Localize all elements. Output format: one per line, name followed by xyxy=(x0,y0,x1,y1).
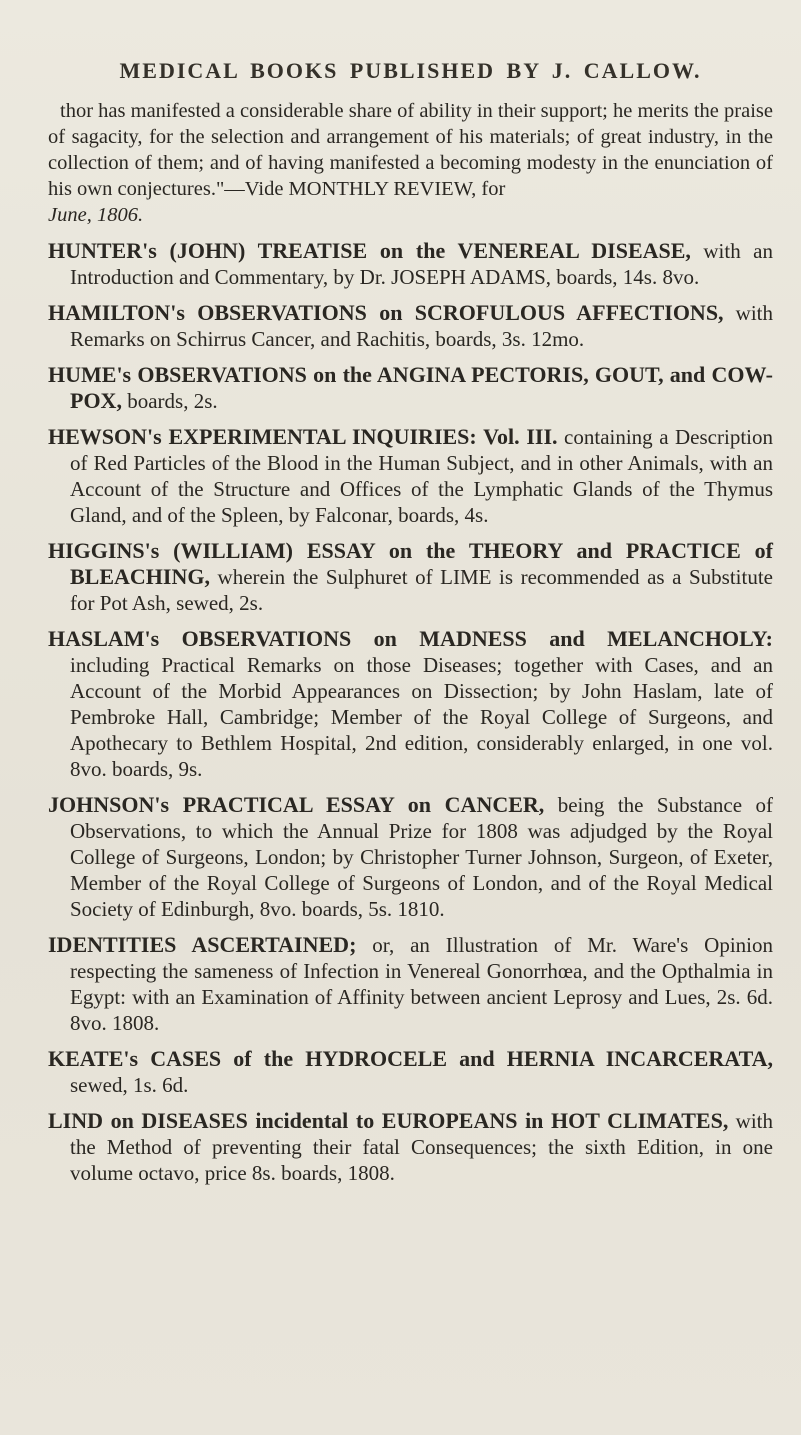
book-entry-hume xyxy=(48,362,773,414)
book-title: IDENTITIES ASCERTAINED; xyxy=(48,932,357,957)
book-details: with the Method of preventing their fatal Consequences; the sixth Edition, in one volume octavo, price 8s. boards, 1808. xyxy=(70,1109,773,1185)
book-details: including Practical Remarks on those Diseases; together with Cases, and an Account of the Morbid Appearances on Dissection; by John Haslam, late of Pembroke Hall, Cambridge; Member of the Royal College of Surgeons, and Apothecary to Bethlem Hospital, 2nd edition, considerably enlarged, in one vol. 8vo. boards, 9s. xyxy=(70,653,773,781)
book-title: HUME's OBSERVATIONS on the ANGINA PECTORIS, GOUT, and COW-POX, xyxy=(48,362,773,413)
book-entry-higgins xyxy=(48,538,773,616)
page-header: MEDICAL BOOKS PUBLISHED BY J. CALLOW. xyxy=(119,58,702,83)
intro-text: thor has manifested a considerable share of ability in their support; he merits the praise of sagacity, for the selection and arrangement of his materials; of great industry, in the collection of them; and of having manifested a becoming modesty in the enunciation of his own conjectures."—Vide MONTHLY REVIEW, for xyxy=(48,100,773,200)
book-details: sewed, 1s. 6d. xyxy=(70,1073,189,1097)
book-entry-lind xyxy=(48,1108,773,1186)
book-title: HAMILTON's OBSERVATIONS on SCROFULOUS AFFECTIONS, xyxy=(48,300,724,325)
book-details: containing a Description of Red Particles of the Blood in the Human Subject, and in other Animals, with an Account of the Structure and Offices of the Lymphatic Glands of the Thymus Gland, and of the Spleen, by Falconar, boards, 4s. xyxy=(70,425,773,527)
book-title: HUNTER's (JOHN) TREATISE on the VENEREAL DISEASE, xyxy=(48,238,691,263)
book-entry-hewson xyxy=(48,424,773,528)
book-title: HEWSON's EXPERIMENTAL INQUIRIES: Vol. III. xyxy=(48,424,558,449)
intro-date: June, 1806. xyxy=(48,204,144,226)
book-details: with an Introduction and Commentary, by Dr. JOSEPH ADAMS, boards, 14s. 8vo. xyxy=(70,239,773,289)
book-title: KEATE's CASES of the HYDROCELE and HERNIA INCARCERATA, xyxy=(48,1046,773,1071)
book-details: being the Substance of Observations, to which the Annual Prize for 1808 was adjudged by the Royal College of Surgeons, London; by Christopher Turner Johnson, Surgeon, of Exeter, Member of the Royal College of Surgeons of London, and of the Royal Medical Society of Edinburgh, 8vo. boards, 5s. 1810. xyxy=(70,793,774,921)
book-details: boards, 2s. xyxy=(121,389,218,413)
book-title: LIND on DISEASES incidental to EUROPEANS in HOT CLIMATES, xyxy=(48,1108,729,1133)
book-details: wherein the Sulphuret of LIME is recommended as a Substitute for Pot Ash, sewed, 2s. xyxy=(70,565,773,615)
book-title: HIGGINS's (WILLIAM) ESSAY on the THEORY and PRACTICE of BLEACHING, xyxy=(48,538,773,589)
book-details: with Remarks on Schirrus Cancer, and Rachitis, boards, 3s. 12mo. xyxy=(70,301,773,351)
book-entry-hunter xyxy=(48,238,773,290)
book-entry-keate xyxy=(48,1046,773,1098)
book-entry-identities xyxy=(48,932,773,1036)
book-entry-haslam xyxy=(48,626,773,782)
book-entry-hamilton xyxy=(48,300,773,352)
book-entry-johnson xyxy=(48,792,773,922)
book-title: JOHNSON's PRACTICAL ESSAY on CANCER, xyxy=(48,792,545,817)
book-title: HASLAM's OBSERVATIONS on MADNESS and MELANCHOLY: xyxy=(48,626,773,651)
intro-paragraph xyxy=(48,98,773,228)
book-details: or, an Illustration of Mr. Ware's Opinion respecting the sameness of Infection in Venereal Gonorrhœa, and the Opthalmia in Egypt: with an Examination of Affinity between ancient Leprosy and Lues, 2s. 6d. 8vo. 1808. xyxy=(70,933,773,1035)
